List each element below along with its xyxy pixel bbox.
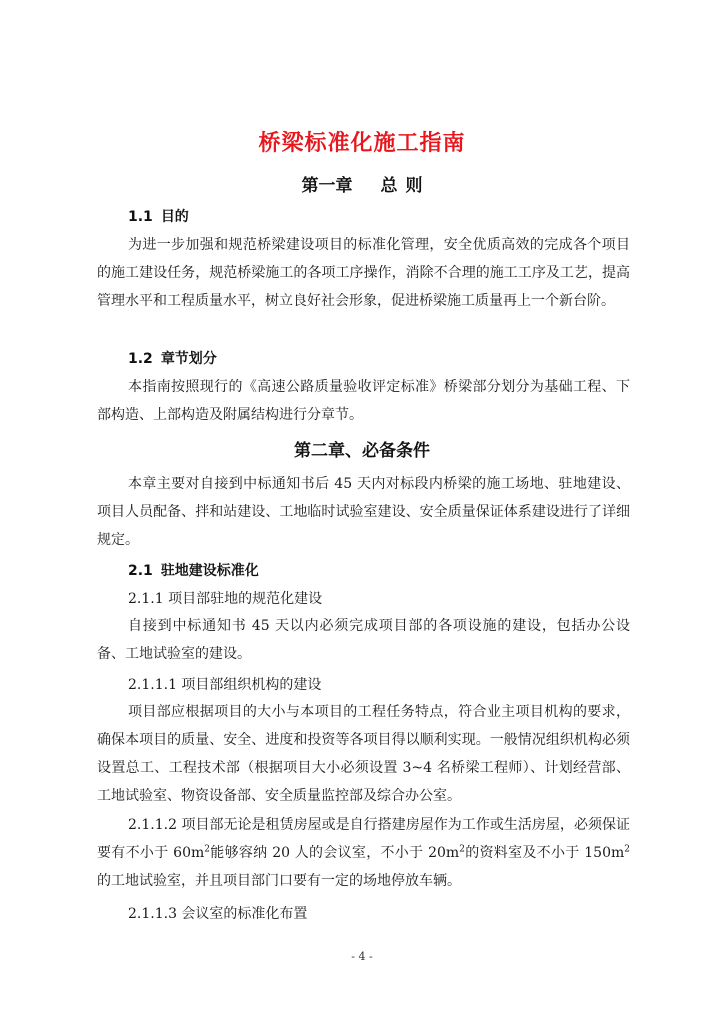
chapter-1-heading <box>0 173 724 199</box>
paragraph-purpose: 为进一步加强和规范桥梁建设项目的标准化管理，安全优质高效的完成各个项目的施工建设任务，规范桥梁施工的各项工序操作，消除不合理的施工工序及工艺，提高管理水平和工程质量水平，树立良好社会形象，促进桥梁施工质量再上一个新台阶。 <box>97 237 630 309</box>
page-number: - 4 - <box>351 950 373 963</box>
text-part: 的工地试验室，并且项目部门口要有一定的场地停放车辆。 <box>97 873 461 889</box>
paragraph-2-1-1-1: 项目部应根据项目的大小与本项目的工程任务特点，符合业主项目机构的要求，确保本项目的质量、安全、进度和投资等各项目得以顺利实现。一般情况组织机构必须设置总工、工程技术部（根据项目大小必须设置 3~4 名桥梁工程师）、计划经营部、工地试验室、物资设备部、安全质量监控部及综合办公室。 <box>97 704 630 804</box>
paragraph-chapter-2-intro: 本章主要对自接到中标通知书后 45 天内对标段内桥梁的施工场地、驻地建设、项目人员配备、拌和站建设、工地临时试验室建设、安全质量保证体系建设进行了详细规定。 <box>97 476 630 548</box>
text-part: 能够容纳 20 人的会议室，不小于 20m <box>210 845 460 861</box>
chapter-1-number: 第一章 <box>301 176 353 196</box>
section-2-1-heading <box>128 560 259 582</box>
subsection-2-1-1-3: 2.1.1.3 会议室的标准化布置 <box>128 906 308 922</box>
superscript: 2 <box>459 844 465 855</box>
paragraph-2-1-1-2 <box>97 811 630 895</box>
paragraph-chapter-division: 本指南按照现行的《高速公路质量验收评定标准》桥梁部分划分为基础工程、下部构造、上部构造及附属结构进行分章节。 <box>97 379 630 423</box>
chapter-2-heading: 第二章、必备条件 <box>294 441 430 461</box>
document-title: 桥梁标准化施工指南 <box>258 131 466 156</box>
subsection-2-1-1: 2.1.1 项目部驻地的规范化建设 <box>128 591 323 607</box>
section-number: 1.1 <box>128 209 153 225</box>
subsection-2-1-1-1: 2.1.1.1 项目部组织机构的建设 <box>128 677 322 693</box>
section-title: 章节划分 <box>160 351 217 367</box>
section-title: 驻地建设标准化 <box>160 563 259 579</box>
superscript: 2 <box>204 844 211 855</box>
section-1-1-heading <box>128 206 189 228</box>
chapter-1-word-b: 则 <box>405 176 423 196</box>
section-number: 1.2 <box>128 351 153 367</box>
section-title: 目的 <box>160 209 189 225</box>
text-part: 的资料室及不小于 150m <box>464 845 625 861</box>
paragraph-2-1-1: 自接到中标通知书 45 天以内必须完成项目部的各项设施的建设，包括办公设备、工地试验室的建设。 <box>97 618 630 662</box>
superscript: 2 <box>624 844 630 855</box>
section-1-2-heading <box>128 348 217 370</box>
text-part: 2.1.1.2 项目部无论是租赁房屋或是自行搭建房屋作为工作或生活房屋，必须保证要有不小于 60m <box>97 817 630 861</box>
section-number: 2.1 <box>128 563 153 579</box>
chapter-1-word-a: 总 <box>380 176 398 196</box>
